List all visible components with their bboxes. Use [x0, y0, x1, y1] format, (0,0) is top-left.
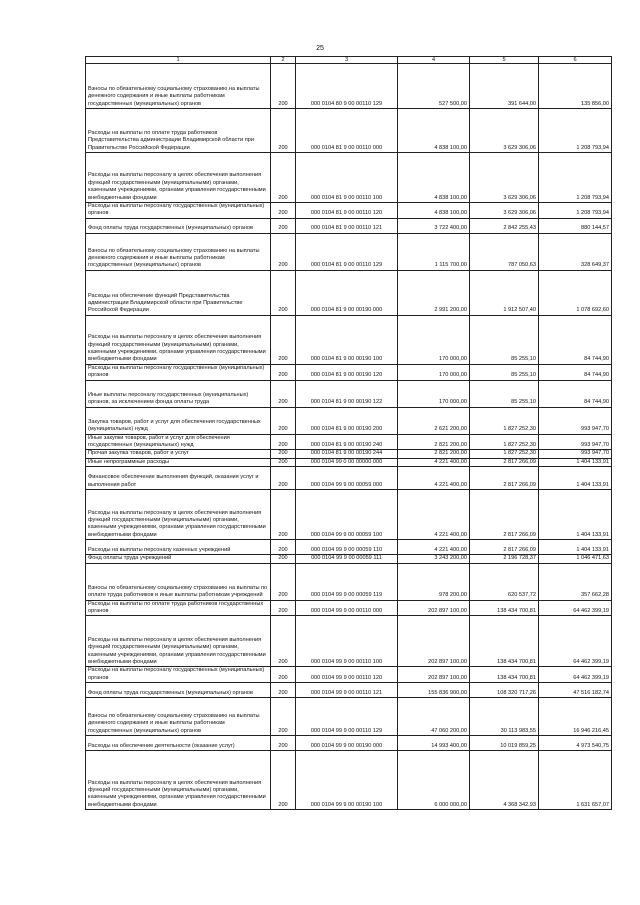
unexecuted-amount: 1 208 793,94 [539, 203, 612, 219]
budget-execution-table [85, 56, 612, 810]
table-row [86, 315, 612, 364]
budget-classification-code: 000 0104 99 9 00 00059 100 [296, 490, 398, 540]
expense-name: Иные непрограммные расходы [86, 458, 271, 466]
approved-amount: 4 221 400,00 [398, 458, 470, 466]
table-row [86, 203, 612, 219]
budget-classification-code: 000 0104 81 9 00 00110 000 [296, 109, 398, 153]
approved-amount: 978 200,00 [398, 563, 470, 600]
expense-name: Расходы на выплаты персоналу в целях обеспечения выполнения функций государственными (муниципальными) органами, казенными учреждениями, органами управления государственными внебюджетными фондами [86, 153, 271, 203]
budget-classification-code: 000 0104 99 9 00 00190 100 [296, 751, 398, 810]
unexecuted-amount: 84 744,90 [539, 364, 612, 380]
grbs-code: 200 [271, 218, 296, 233]
grbs-code: 200 [271, 540, 296, 555]
table-row [86, 600, 612, 616]
column-number: 1 [86, 57, 271, 64]
table-row [86, 667, 612, 683]
approved-amount: 202 897 100,00 [398, 667, 470, 683]
grbs-code: 200 [271, 380, 296, 407]
executed-amount: 138 434 700,81 [470, 616, 539, 667]
expense-name: Расходы на обеспечение функций Представительства администрации Владимирской области при Правительстве Российской Федерации [86, 270, 271, 315]
grbs-code: 200 [271, 467, 296, 490]
expense-name: Расходы на выплаты по оплате труда работников Представительства администрации Владимирской области при Правительстве Российской Федерации [86, 109, 271, 153]
executed-amount: 3 629 306,06 [470, 153, 539, 203]
table-row [86, 563, 612, 600]
budget-classification-code: 000 0104 81 9 00 00110 121 [296, 218, 398, 233]
approved-amount: 155 836 900,00 [398, 683, 470, 698]
approved-amount: 4 838 100,00 [398, 153, 470, 203]
expense-name: Расходы на выплаты персоналу казенных учреждений [86, 540, 271, 555]
grbs-code: 200 [271, 600, 296, 616]
executed-amount: 30 113 983,55 [470, 698, 539, 736]
column-number: 3 [296, 57, 398, 64]
executed-amount: 2 817 266,09 [470, 467, 539, 490]
executed-amount: 3 629 306,06 [470, 203, 539, 219]
column-number: 6 [539, 57, 612, 64]
expense-name: Расходы на выплаты персоналу в целях обеспечения выполнения функций государственными (муниципальными) органами, казенными учреждениями, органами управления государственными внебюджетными фондами [86, 616, 271, 667]
approved-amount: 1 115 700,00 [398, 233, 470, 270]
expense-name: Взносы по обязательному социальному страхованию на выплаты денежного содержания и иные выплаты работникам государственных (муниципальных) органов [86, 698, 271, 736]
approved-amount: 3 722 400,00 [398, 218, 470, 233]
executed-amount: 620 537,72 [470, 563, 539, 600]
grbs-code: 200 [271, 555, 296, 563]
executed-amount: 108 320 717,26 [470, 683, 539, 698]
table-row [86, 270, 612, 315]
approved-amount: 47 060 200,00 [398, 698, 470, 736]
unexecuted-amount: 328 649,37 [539, 233, 612, 270]
expense-name: Фонд оплаты труда государственных (муниципальных) органов [86, 218, 271, 233]
expense-name: Расходы на выплаты персоналу государственных (муниципальных) органов [86, 364, 271, 380]
approved-amount: 527 500,00 [398, 64, 470, 109]
executed-amount: 85 255,10 [470, 380, 539, 407]
table-row [86, 736, 612, 751]
executed-amount: 1 912 507,40 [470, 270, 539, 315]
unexecuted-amount: 1 208 793,94 [539, 153, 612, 203]
grbs-code: 200 [271, 434, 296, 450]
budget-classification-code: 000 0104 81 9 00 00190 240 [296, 434, 398, 450]
approved-amount: 4 838 100,00 [398, 203, 470, 219]
expense-name: Расходы на выплаты персоналу государственных (муниципальных) органов [86, 203, 271, 219]
table-row [86, 153, 612, 203]
table-row [86, 407, 612, 434]
budget-classification-code: 000 0104 99 9 00 00110 000 [296, 600, 398, 616]
unexecuted-amount: 1 208 793,94 [539, 109, 612, 153]
budget-classification-code: 000 0104 99 9 00 00190 000 [296, 736, 398, 751]
unexecuted-amount: 1 404 133,91 [539, 540, 612, 555]
grbs-code: 200 [271, 667, 296, 683]
table-row [86, 64, 612, 109]
grbs-code: 200 [271, 490, 296, 540]
expense-name: Расходы на выплаты персоналу государственных (муниципальных) органов [86, 667, 271, 683]
expense-name: Расходы на выплаты по оплате труда работников государственных органов [86, 600, 271, 616]
grbs-code: 200 [271, 616, 296, 667]
unexecuted-amount: 64 462 399,19 [539, 616, 612, 667]
grbs-code: 200 [271, 450, 296, 458]
approved-amount: 2 621 200,00 [398, 407, 470, 434]
table-row [86, 434, 612, 450]
executed-amount: 138 434 700,81 [470, 667, 539, 683]
table-row [86, 698, 612, 736]
budget-classification-code: 000 0104 99 9 00 00110 100 [296, 616, 398, 667]
expense-name: Фонд оплаты труда государственных (муниципальных) органов [86, 683, 271, 698]
budget-classification-code: 000 0104 99 9 00 00059 110 [296, 540, 398, 555]
executed-amount: 138 434 700,81 [470, 600, 539, 616]
budget-classification-code: 000 0104 81 9 00 00190 100 [296, 315, 398, 364]
grbs-code: 200 [271, 751, 296, 810]
table-row [86, 233, 612, 270]
unexecuted-amount: 135 856,00 [539, 64, 612, 109]
unexecuted-amount: 1 631 657,07 [539, 751, 612, 810]
executed-amount: 85 255,10 [470, 364, 539, 380]
table-row [86, 380, 612, 407]
unexecuted-amount: 84 744,90 [539, 315, 612, 364]
grbs-code: 200 [271, 458, 296, 466]
budget-classification-code: 000 0104 81 9 00 00190 120 [296, 364, 398, 380]
table-row [86, 450, 612, 458]
expense-name: Фонд оплаты труда учреждений [86, 555, 271, 563]
expense-name: Закупка товаров, работ и услуг для обеспечения государственных (муниципальных) нужд [86, 407, 271, 434]
executed-amount: 1 827 252,30 [470, 434, 539, 450]
grbs-code: 200 [271, 563, 296, 600]
executed-amount: 10 019 859,25 [470, 736, 539, 751]
column-number-row [86, 57, 612, 64]
table-row [86, 364, 612, 380]
executed-amount: 3 629 306,06 [470, 109, 539, 153]
executed-amount: 2 196 728,37 [470, 555, 539, 563]
executed-amount: 2 842 255,43 [470, 218, 539, 233]
expense-name: Расходы на обеспечение деятельности (оказание услуг) [86, 736, 271, 751]
approved-amount: 6 000 000,00 [398, 751, 470, 810]
grbs-code: 200 [271, 233, 296, 270]
unexecuted-amount: 993 947,70 [539, 450, 612, 458]
table-row [86, 218, 612, 233]
grbs-code: 200 [271, 407, 296, 434]
budget-classification-code: 000 0104 81 9 00 00190 000 [296, 270, 398, 315]
budget-classification-code: 000 0104 81 9 00 00190 244 [296, 450, 398, 458]
table-row [86, 490, 612, 540]
executed-amount: 2 817 266,09 [470, 490, 539, 540]
grbs-code: 200 [271, 364, 296, 380]
budget-classification-code: 000 0104 99 9 00 00110 121 [296, 683, 398, 698]
approved-amount: 4 838 100,00 [398, 109, 470, 153]
table-row [86, 751, 612, 810]
approved-amount: 170 000,00 [398, 380, 470, 407]
executed-amount: 2 817 266,09 [470, 458, 539, 466]
executed-amount: 85 255,10 [470, 315, 539, 364]
unexecuted-amount: 1 404 133,91 [539, 467, 612, 490]
grbs-code: 200 [271, 270, 296, 315]
unexecuted-amount: 16 946 216,45 [539, 698, 612, 736]
grbs-code: 200 [271, 315, 296, 364]
grbs-code: 200 [271, 64, 296, 109]
unexecuted-amount: 64 462 399,19 [539, 667, 612, 683]
budget-classification-code: 000 0104 99 9 00 00059 000 [296, 467, 398, 490]
expense-name: Взносы по обязательному социальному страхованию на выплаты денежного содержания и иные выплаты работникам государственных (муниципальных) органов [86, 233, 271, 270]
table-row [86, 467, 612, 490]
approved-amount: 4 221 400,00 [398, 467, 470, 490]
expense-name: Взносы по обязательному социальному страхованию на выплаты денежного содержания и иные выплаты работникам государственных (муниципальных) органов [86, 64, 271, 109]
grbs-code: 200 [271, 153, 296, 203]
approved-amount: 170 000,00 [398, 315, 470, 364]
executed-amount: 391 644,00 [470, 64, 539, 109]
unexecuted-amount: 880 144,57 [539, 218, 612, 233]
unexecuted-amount: 1 046 471,63 [539, 555, 612, 563]
budget-classification-code: 000 0104 80 9 00 00110 129 [296, 64, 398, 109]
approved-amount: 202 897 100,00 [398, 600, 470, 616]
table-row [86, 540, 612, 555]
unexecuted-amount: 47 516 182,74 [539, 683, 612, 698]
approved-amount: 2 991 200,00 [398, 270, 470, 315]
budget-classification-code: 000 0104 81 9 00 00110 129 [296, 233, 398, 270]
approved-amount: 4 221 400,00 [398, 490, 470, 540]
page-number: 25 [316, 45, 324, 52]
executed-amount: 4 368 342,93 [470, 751, 539, 810]
budget-classification-code: 000 0104 81 9 00 00190 200 [296, 407, 398, 434]
approved-amount: 14 993 400,00 [398, 736, 470, 751]
unexecuted-amount: 357 662,28 [539, 563, 612, 600]
grbs-code: 200 [271, 109, 296, 153]
unexecuted-amount: 1 404 133,91 [539, 490, 612, 540]
expense-name: Прочая закупка товаров, работ и услуг [86, 450, 271, 458]
executed-amount: 2 817 266,09 [470, 540, 539, 555]
budget-classification-code: 000 0104 99 0 00 00000 000 [296, 458, 398, 466]
budget-classification-code: 000 0104 81 9 00 00110 100 [296, 153, 398, 203]
budget-classification-code: 000 0104 99 9 00 00110 120 [296, 667, 398, 683]
expense-name: Расходы на выплаты персоналу в целях обеспечения выполнения функций государственными (муниципальными) органами, казенными учреждениями, органами управления государственными внебюджетными фондами [86, 315, 271, 364]
budget-classification-code: 000 0104 81 9 00 00110 120 [296, 203, 398, 219]
approved-amount: 2 821 200,00 [398, 434, 470, 450]
executed-amount: 1 827 252,30 [470, 450, 539, 458]
grbs-code: 200 [271, 698, 296, 736]
executed-amount: 1 827 252,30 [470, 407, 539, 434]
grbs-code: 200 [271, 683, 296, 698]
column-number: 5 [470, 57, 539, 64]
expense-name: Иные выплаты персоналу государственных (муниципальных) органов, за исключением фонда оплаты труда [86, 380, 271, 407]
budget-classification-code: 000 0104 99 9 00 00110 129 [296, 698, 398, 736]
unexecuted-amount: 993 947,70 [539, 434, 612, 450]
grbs-code: 200 [271, 736, 296, 751]
approved-amount: 2 821 200,00 [398, 450, 470, 458]
budget-classification-code: 000 0104 81 9 00 00190 122 [296, 380, 398, 407]
executed-amount: 787 050,63 [470, 233, 539, 270]
approved-amount: 170 000,00 [398, 364, 470, 380]
column-number: 2 [271, 57, 296, 64]
table-row [86, 458, 612, 466]
column-number: 4 [398, 57, 470, 64]
expense-name: Расходы на выплаты персоналу в целях обеспечения выполнения функций государственными (муниципальными) органами, казенными учреждениями, органами управления государственными внебюджетными фондами [86, 490, 271, 540]
budget-classification-code: 000 0104 99 9 00 00059 119 [296, 563, 398, 600]
unexecuted-amount: 4 973 540,75 [539, 736, 612, 751]
approved-amount: 202 897 100,00 [398, 616, 470, 667]
unexecuted-amount: 1 078 692,60 [539, 270, 612, 315]
approved-amount: 4 221 400,00 [398, 540, 470, 555]
unexecuted-amount: 993 947,70 [539, 407, 612, 434]
unexecuted-amount: 84 744,90 [539, 380, 612, 407]
table-row [86, 555, 612, 563]
unexecuted-amount: 64 462 399,19 [539, 600, 612, 616]
expense-name: Финансовое обеспечение выполнения функций, оказания услуг и выполнения работ [86, 467, 271, 490]
expense-name: Расходы на выплаты персоналу в целях обеспечения выполнения функций государственными (муниципальными) органами, казенными учреждениями, органами управления государственными внебюджетными фондами [86, 751, 271, 810]
expense-name: Иные закупки товаров, работ и услуг для обеспечения государственных (муниципальных) нужд [86, 434, 271, 450]
table-row [86, 109, 612, 153]
budget-classification-code: 000 0104 99 9 00 00059 111 [296, 555, 398, 563]
grbs-code: 200 [271, 203, 296, 219]
unexecuted-amount: 1 404 133,91 [539, 458, 612, 466]
approved-amount: 3 243 200,00 [398, 555, 470, 563]
table-row [86, 616, 612, 667]
table-row [86, 683, 612, 698]
expense-name: Взносы по обязательному социальному страхованию на выплаты по оплате труда работников и иные выплаты работникам учреждений [86, 563, 271, 600]
